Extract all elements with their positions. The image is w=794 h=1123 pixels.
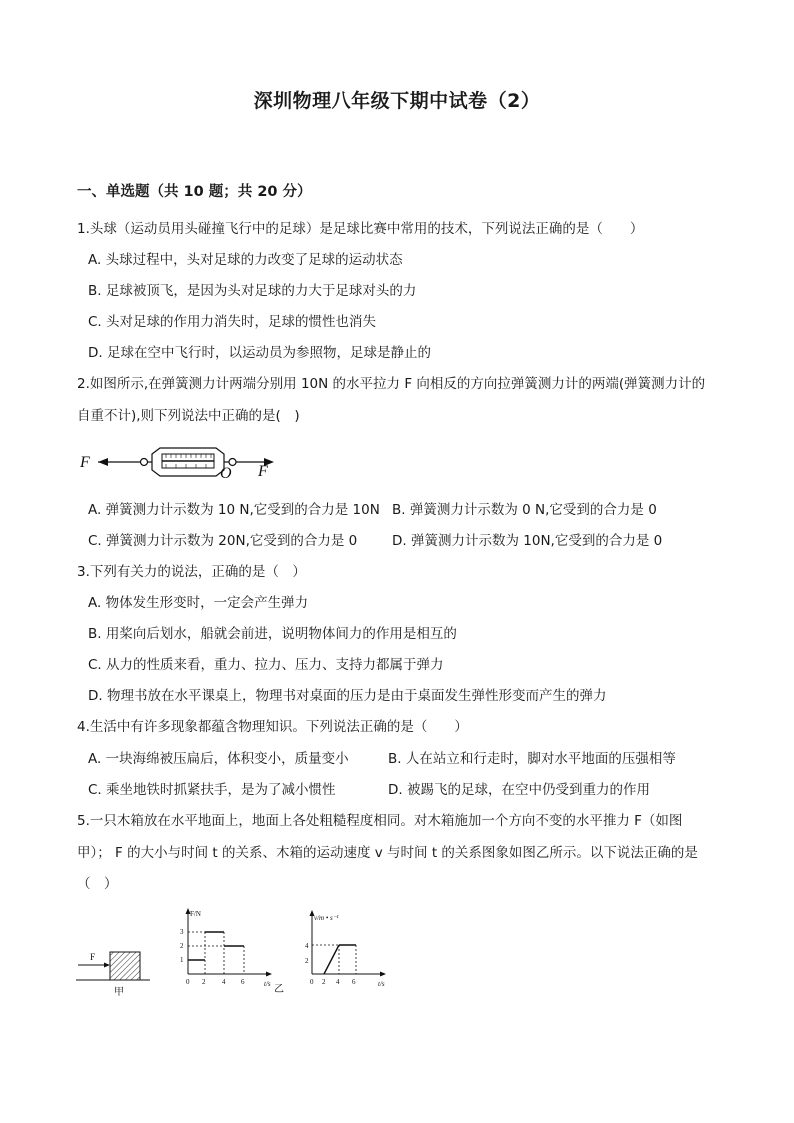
figure-force-left-label: F	[80, 454, 90, 471]
question-1-stem: 1.头球（运动员用头碰撞飞行中的足球）是足球比赛中常用的技术，下列说法正确的是（ ）	[77, 221, 644, 237]
question-4-stem: 4.生活中有许多现象都蕴含物理知识。下列说法正确的是（ ）	[77, 719, 468, 735]
question-3-option-a: A. 物体发生形变时，一定会产生弹力	[88, 595, 309, 611]
graph1-xlabel: t/s	[264, 980, 271, 988]
question-5-stem-line-2: 甲）； F 的大小与时间 t 的关系、木箱的运动速度 v 与时间 t 的关系图象如图乙所示。以下说法正确的是	[77, 845, 698, 861]
graph2-xtick-4: 4	[336, 978, 340, 986]
graph1-ylabel: F/N	[190, 910, 201, 918]
question-2-option-d: D. 弹簧测力计示数为 10N,它受到的合力是 0	[392, 533, 663, 549]
graph1-xtick-6: 6	[241, 978, 245, 986]
question-1-option-d: D. 足球在空中飞行时，以运动员为参照物，足球是静止的	[88, 345, 431, 361]
page-title: 深圳物理八年级下期中试卷（2）	[253, 90, 541, 112]
question-3-option-c: C. 从力的性质来看，重力、拉力、压力、支持力都属于弹力	[88, 657, 444, 673]
graph1-xtick-4: 4	[222, 978, 226, 986]
question-3-option-b: B. 用桨向后划水，船就会前进，说明物体间力的作用是相互的	[88, 626, 457, 642]
graph1-ytick-3: 3	[180, 928, 184, 936]
figure-force-right-label: F	[258, 463, 268, 480]
spring-scale-figure	[78, 442, 278, 480]
question-4-option-c: C. 乘坐地铁时抓紧扶手，是为了减小惯性	[88, 782, 336, 798]
graph2-ytick-4: 4	[305, 942, 309, 950]
question-2-stem-line-2: 自重不计),则下列说法中正确的是( )	[77, 408, 300, 424]
question-5-stem-line-1: 5.一只木箱放在水平地面上，地面上各处粗糙程度相同。对木箱施加一个方向不变的水平推力 F（如图	[77, 813, 683, 829]
question-3-stem: 3.下列有关力的说法，正确的是（ ）	[77, 564, 306, 580]
question-2-option-a: A. 弹簧测力计示数为 10 N,它受到的合力是 10N	[88, 502, 380, 518]
question-4-option-b: B. 人在站立和行走时，脚对水平地面的压强相等	[388, 751, 676, 767]
question-1-option-a: A. 头球过程中，头对足球的力改变了足球的运动状态	[88, 252, 403, 268]
question-2-option-b: B. 弹簧测力计示数为 0 N,它受到的合力是 0	[392, 502, 657, 518]
question-2-option-c: C. 弹簧测力计示数为 20N,它受到的合力是 0	[88, 533, 358, 549]
question-5-stem-line-3: （ ）	[77, 876, 118, 892]
graph2-xlabel: t/s	[378, 980, 385, 988]
graph2-xtick-0: 0	[310, 978, 314, 986]
graph1-xtick-0: 0	[186, 978, 190, 986]
box-on-ground-figure	[76, 944, 166, 1000]
section-heading: 一、单选题（共 10 题；共 20 分）	[77, 184, 312, 200]
figure-push-force-label: F	[90, 952, 96, 962]
velocity-time-graph	[296, 908, 396, 994]
question-1-option-c: C. 头对足球的作用力消失时，足球的惯性也消失	[88, 314, 377, 330]
question-3-option-d: D. 物理书放在水平课桌上，物理书对桌面的压力是由于桌面发生弹性形变而产生的弹力	[88, 688, 607, 704]
graph2-xtick-2: 2	[322, 978, 326, 986]
graph1-xtick-2: 2	[202, 978, 206, 986]
graph2-ylabel: v/m • s⁻¹	[314, 914, 339, 922]
figure-yi-label: 乙	[274, 984, 284, 995]
question-2-stem-line-1: 2.如图所示,在弹簧测力计两端分别用 10N 的水平拉力 F 向相反的方向拉弹簧测力计的两端(弹簧测力计的	[77, 376, 706, 392]
graph2-ytick-2: 2	[305, 957, 309, 965]
question-1-option-b: B. 足球被顶飞，是因为头对足球的力大于足球对头的力	[88, 283, 417, 299]
figure-point-o-label: O	[220, 465, 232, 480]
figure-jia-label: 甲	[114, 987, 124, 998]
question-4-option-d: D. 被踢飞的足球，在空中仍受到重力的作用	[388, 782, 650, 798]
force-time-graph	[170, 904, 295, 996]
graph1-ytick-2: 2	[180, 942, 184, 950]
graph2-xtick-6: 6	[352, 978, 356, 986]
question-4-option-a: A. 一块海绵被压扁后，体积变小，质量变小	[88, 751, 349, 767]
graph1-ytick-1: 1	[180, 956, 184, 964]
